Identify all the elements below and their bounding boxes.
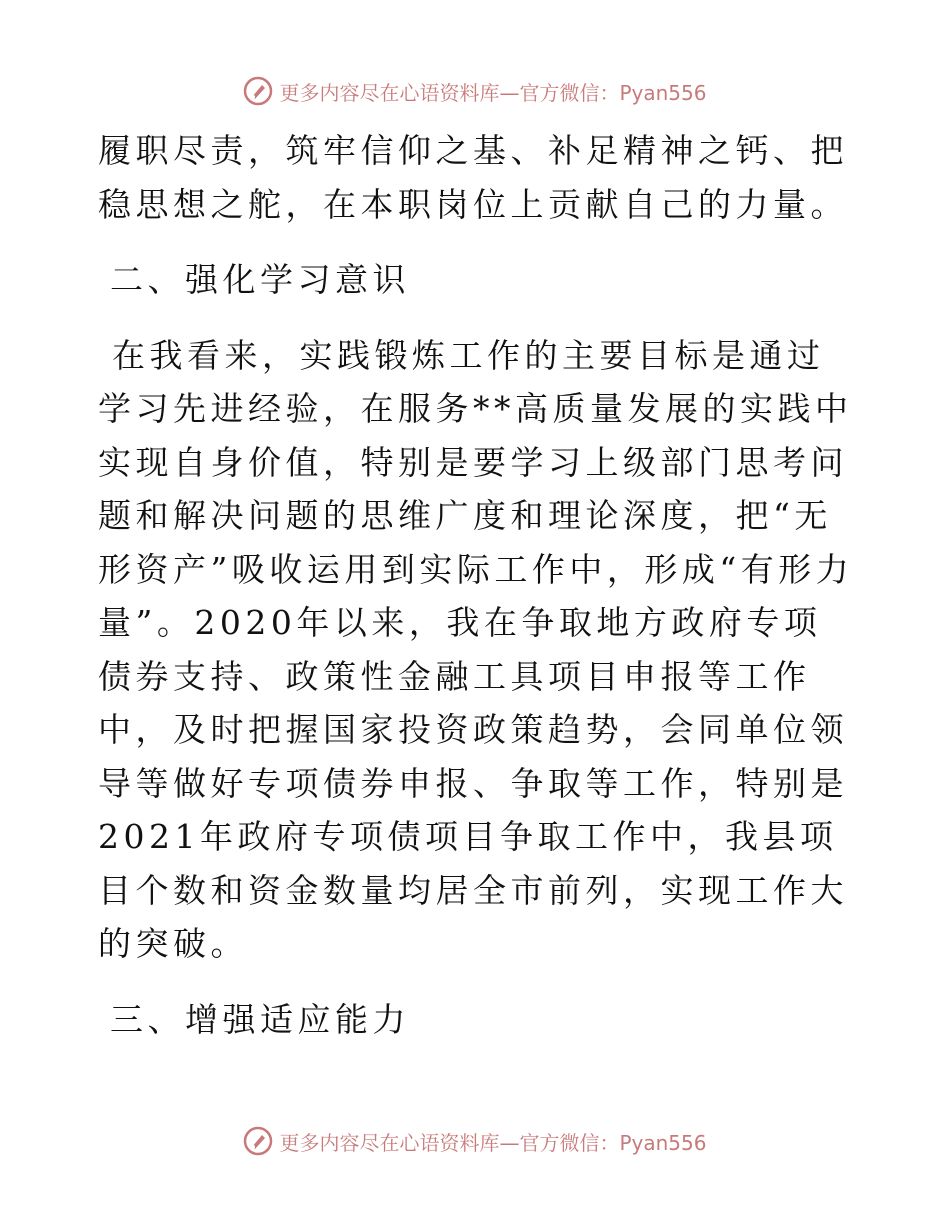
paragraph-1: 履职尽责，筑牢信仰之基、补足精神之钙、把稳思想之舵，在本职岗位上贡献自己的力量。	[98, 131, 848, 224]
watermark-text: 更多内容尽在心语资料库—官方微信：Pyan556	[279, 80, 707, 105]
section-heading-2: 二、强化学习意识	[110, 260, 410, 299]
pen-nib-logo-icon	[243, 1126, 273, 1156]
pen-nib-logo-icon	[243, 76, 273, 106]
header-watermark	[0, 74, 950, 108]
watermark-text: 更多内容尽在心语资料库—官方微信：Pyan556	[279, 1130, 707, 1155]
section-heading-3: 三、增强适应能力	[110, 999, 410, 1039]
footer-watermark	[0, 1124, 950, 1158]
paragraph-2: 在我看来，实践锻炼工作的主要目标是通过学习先进经验，在服务**高质量发展的实践中实现自身价值，特别是要学习上级部门思考问题和解决问题的思维广度和理论深度，把“无形资产”吸收运用到实际工作中，形成“有形力量”。2020年以来，我在争取地方政府专项债券支持、政策性金融工具项目申报等工作中，及时把握国家投资政策趋势，会同单位领导等做好专项债券申报、争取等工作，特别是2021年政府专项债项目争取工作中，我县项目个数和资金数量均居全市前列，实现工作大的突破。	[98, 335, 854, 963]
document-body	[98, 124, 858, 1068]
